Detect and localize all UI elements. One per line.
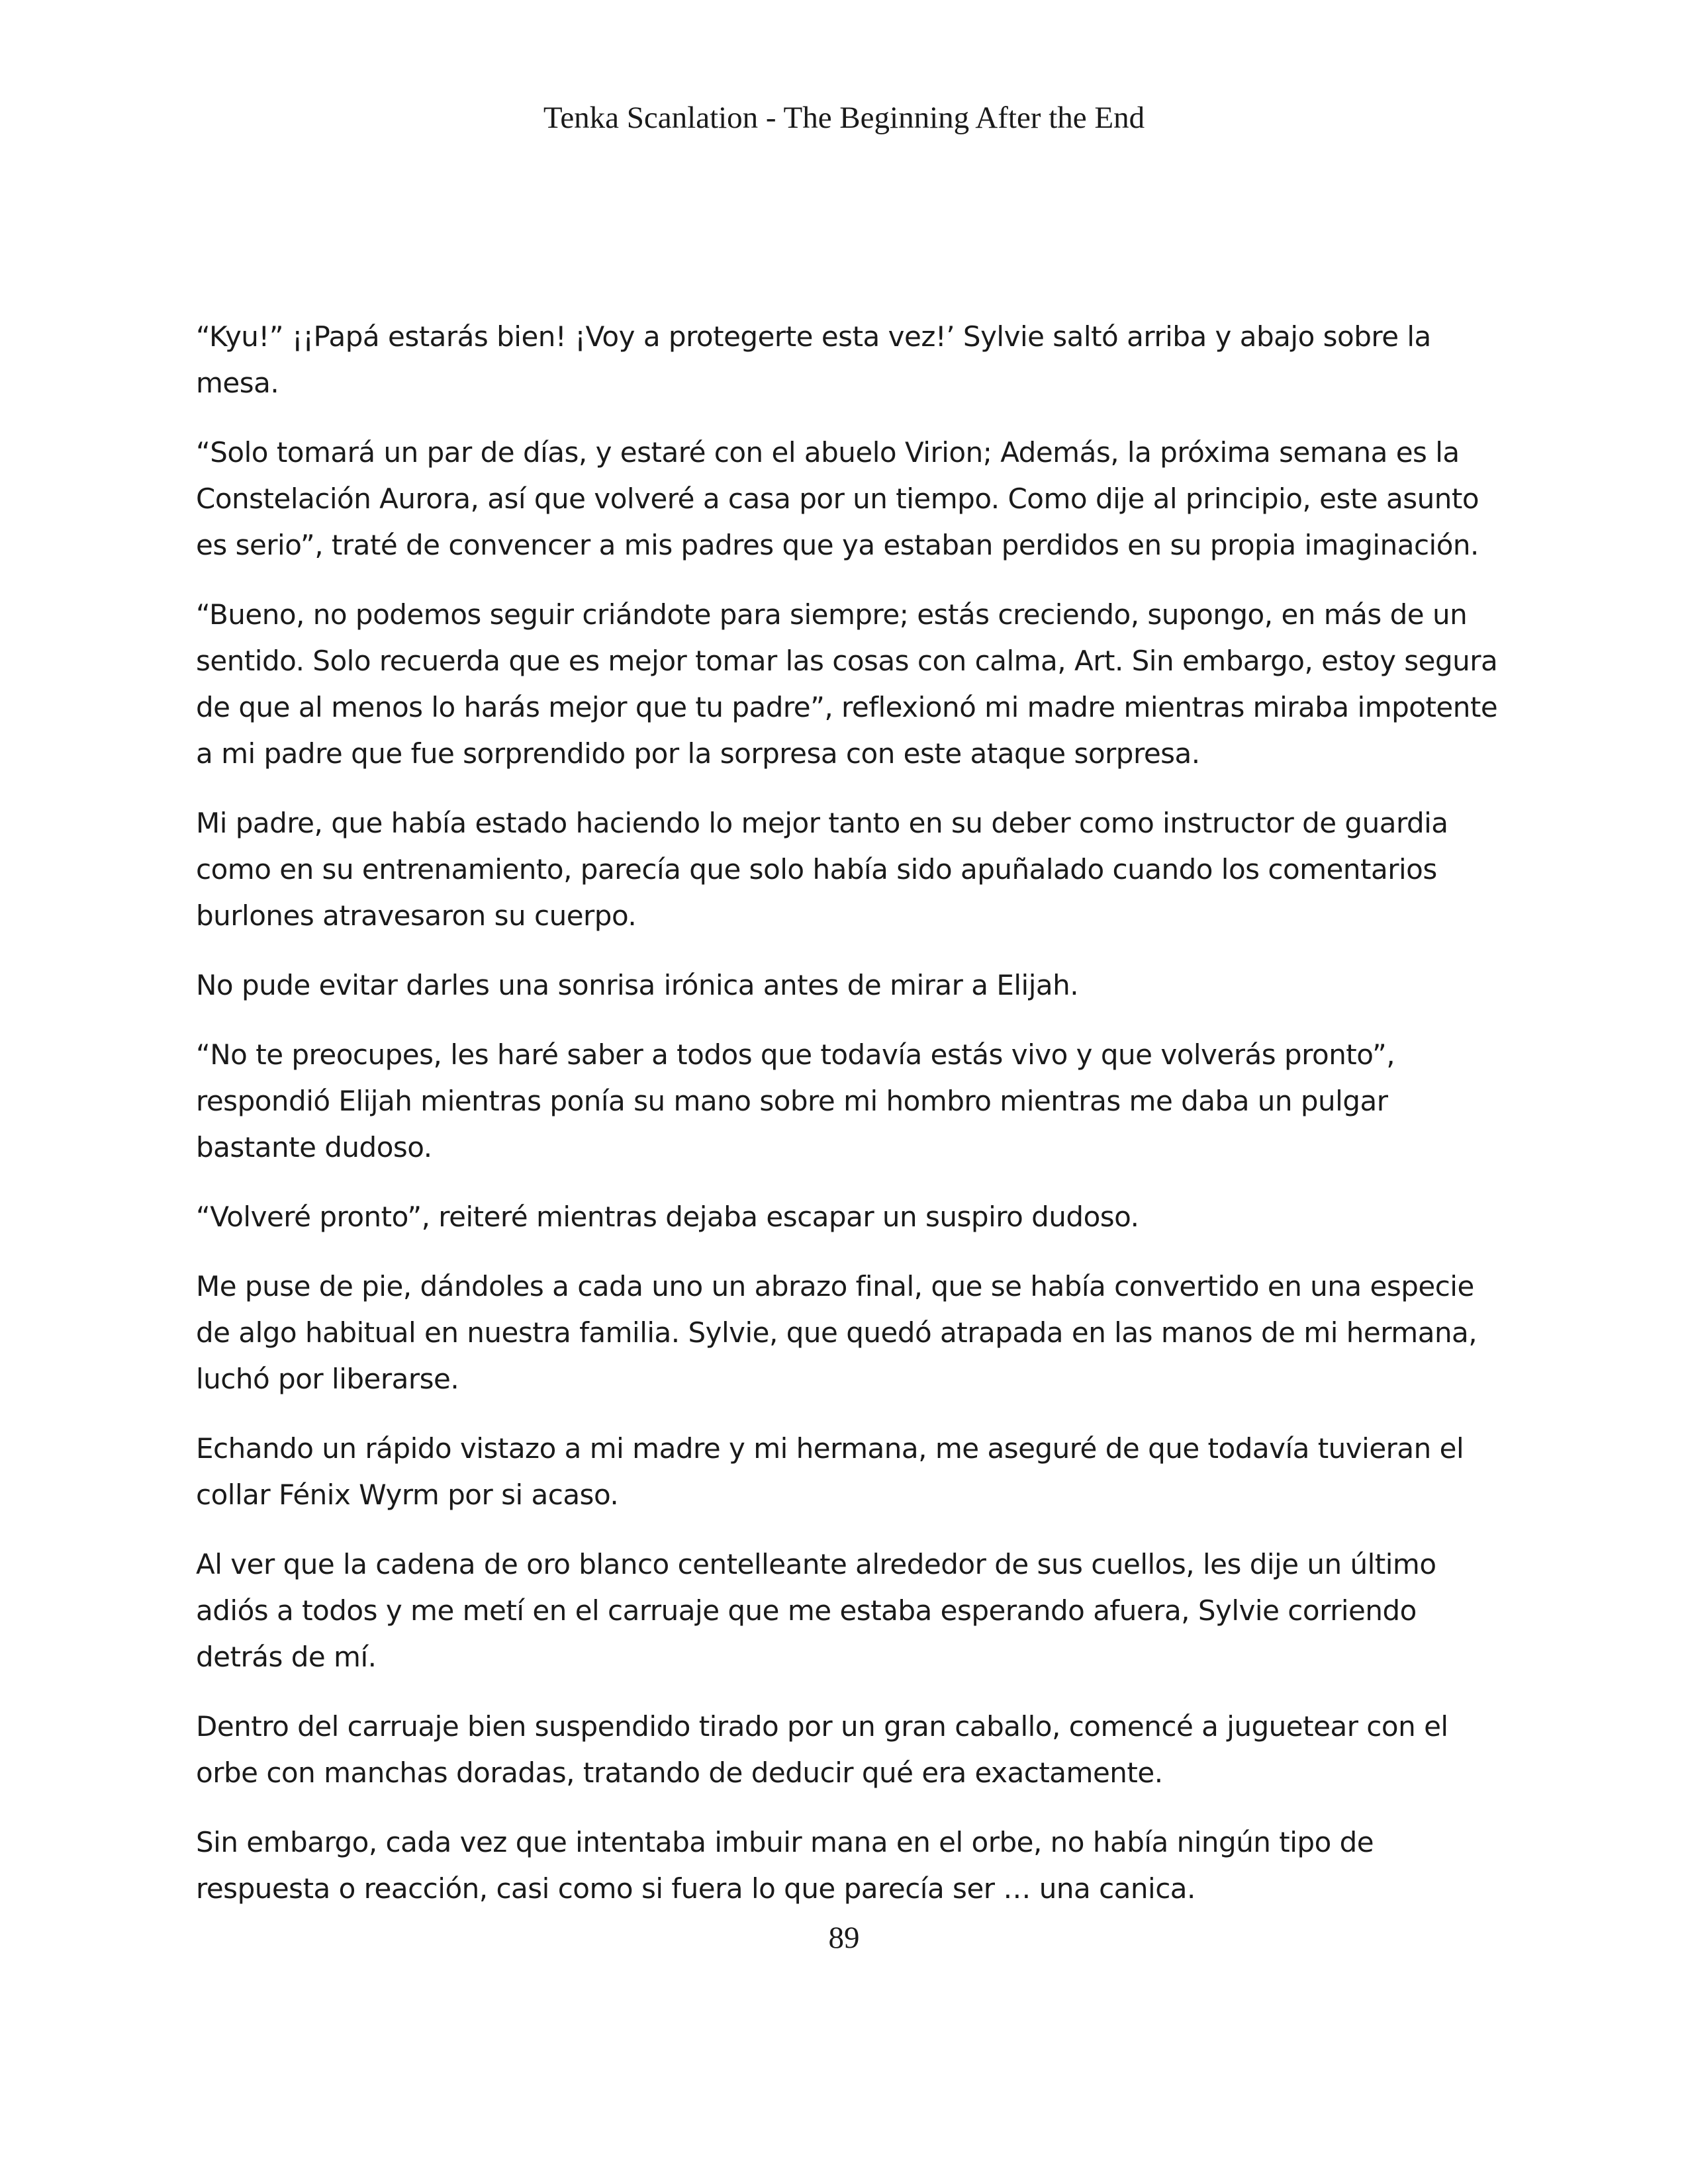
paragraph: “Volveré pronto”, reiteré mientras dejaba escapar un suspiro dudoso. [196,1201,1139,1233]
paragraph: Dentro del carruaje bien suspendido tirado por un gran caballo, comencé a juguetear con el orbe con manchas doradas, tratando de deducir qué era exactamente. [196,1710,1448,1789]
paragraph: Sin embargo, cada vez que intentaba imbuir mana en el orbe, no había ningún tipo de respuesta o reacción, casi como si fuera lo que parecía ser … una canica. [196,1826,1374,1905]
paragraph: Al ver que la cadena de oro blanco centelleante alrededor de sus cuellos, les dije un último adiós a todos y me metí en el carruaje que me estaba esperando afuera, Sylvie corriendo detrás de mí. [196,1548,1436,1673]
paragraph: Echando un rápido vistazo a mi madre y mi hermana, me aseguré de que todavía tuvieran el collar Fénix Wyrm por si acaso. [196,1432,1464,1511]
running-header: Tenka Scanlation - The Beginning After the End [543,101,1145,135]
paragraph: “Solo tomará un par de días, y estaré con el abuelo Virion; Además, la próxima semana es la Constelación Aurora, así que volveré a casa por un tiempo. Como dije al principio, este asunto es serio”, traté de convencer a mis padres que ya estaban perdidos en su propia imaginación. [196,436,1479,561]
paragraph: “Bueno, no podemos seguir criándote para siempre; estás creciendo, supongo, en más de un sentido. Solo recuerda que es mejor tomar las cosas con calma, Art. Sin embargo, estoy segura de que al menos lo harás mejor que tu padre”, reflexionó mi madre mientras miraba impotente a mi padre que fue sorprendido por la sorpresa con este ataque sorpresa. [196,598,1498,770]
paragraph: Me puse de pie, dándoles a cada uno un abrazo final, que se había convertido en una especie de algo habitual en nuestra familia. Sylvie, que quedó atrapada en las manos de mi hermana, luchó por liberarse. [196,1270,1477,1395]
paragraph: “Kyu!” ¡¡Papá estarás bien! ¡Voy a protegerte esta vez!’ Sylvie saltó arriba y abajo sobre la mesa. [196,320,1431,399]
paragraph: “No te preocupes, les haré saber a todos que todavía estás vivo y que volverás pronto”, respondió Elijah mientras ponía su mano sobre mi hombro mientras me daba un pulgar bastante dudoso. [196,1038,1395,1163]
body-text [196,314,1510,1935]
paragraph: No pude evitar darles una sonrisa irónica antes de mirar a Elijah. [196,969,1079,1001]
paragraph: Mi padre, que había estado haciendo lo mejor tanto en su deber como instructor de guardia como en su entrenamiento, parecía que solo había sido apuñalado cuando los comentarios burlones atravesaron su cuerpo. [196,807,1448,932]
page-number: 89 [828,1921,860,1955]
